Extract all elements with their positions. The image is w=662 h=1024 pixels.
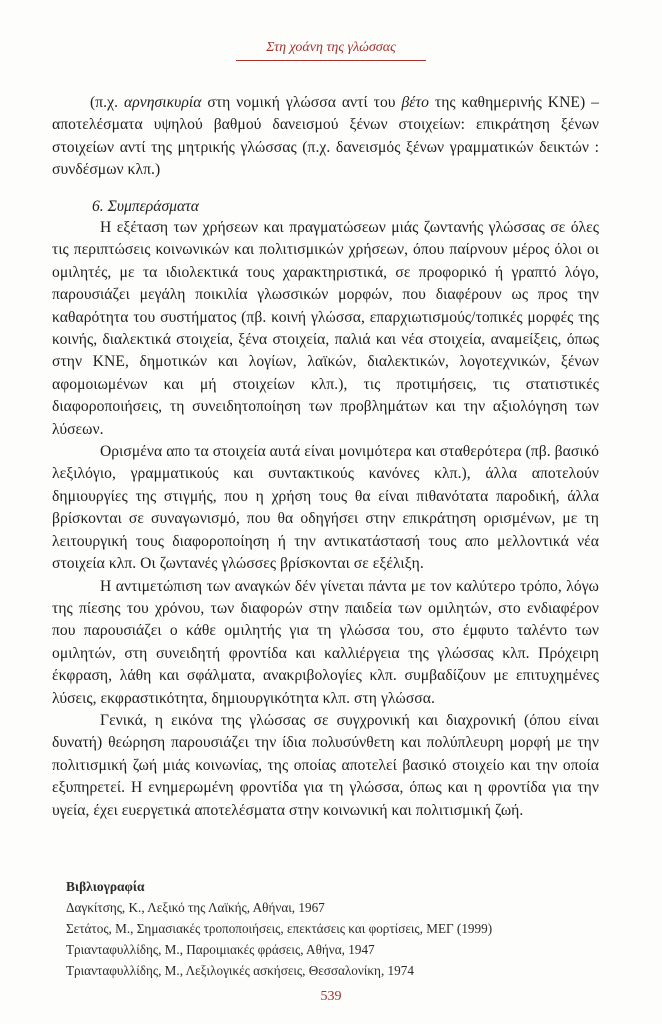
paragraph: Η εξέταση των χρήσεων και πραγματώσεων μιάς ζωντανής γλώσσας σε όλες τις περιπτώσεις κοινωνικών και πολιτισμικών χρήσεων, όπου παίρνουν μέρος όλοι οι ομιλητές, με τα ιδιολεκτικά τους χαρακτηριστικά, σε προφορικό ή γραπτό λόγο, παρουσιάζει μεγάλη ποικιλία γλωσσικών μορφών, που διαφέρουν ως προς την καθαρότητα του συστήματος (πβ. κοινή γλώσσα, επαρχιωτισμούς/τοπικές μορφές της κοινής, διαλεκτικά στοιχεία, ξένα στοιχεία, παλιά και νέα στοιχεία, αναμείξεις, όπως στην ΚΝΕ, δημοτικών και λογίων, λαϊκών, διαλεκτικών, λογοτεχνικών, ξένων αφομοιωμένων και μή στοιχείων κλπ.), τις προτιμήσεις, τις στατιστικές διαφοροποιήσεις, τη συνειδητοποίηση των προβλημάτων και την αξιολόγηση των λύσεων. — [52, 219, 599, 438]
section-heading: 6. Συμπεράσματα — [92, 198, 199, 215]
intro-text — [52, 92, 599, 182]
bibliography-entry: Τριανταφυλλίδης, Μ., Παροιμιακές φράσεις, Αθήνα, 1947 — [66, 942, 375, 957]
intro-paragraph — [52, 92, 599, 182]
paragraph: Η αντιμετώπιση των αναγκών δέν γίνεται πάντα με τον καλύτερο τρόπο, λόγω της πίεσης του χρόνου, των διαφορών στην παιδεία των ομιλητών, στο ενδιαφέρον που παρουσιάζει ο κάθε ομιλητής για τη γλώσσα του, στο έμφυτο ταλέντο των ομιλητών, στη συνειδητή φροντίδα και καλλιέργεια της γλώσσας κλπ. Πρόχειρη έκφραση, λάθη και σφάλματα, ανακριβολογίες κλπ. συμβαδίζουν με επιτυχημένες λύσεις, εκφραστικότητα, δημιουργικότητα κλπ. στη γλώσσα. — [52, 577, 599, 707]
intro-text-part: (π.χ. — [90, 94, 124, 111]
intro-text-rest: – αποτελέσματα υψηλού βαθμού δανεισμού ξένων στοιχείων: επικράτηση ξένων στοιχείων αντί της μητρικής γλώσσας (π.χ. δανεισμός ξένων γραμματικών δεικτών : συνδέσμων κλπ.) — [52, 94, 600, 179]
paragraph: Γενικά, η εικόνα της γλώσσας σε συγχρονική και διαχρονική (όπου είναι δυνατή) θεώρηση παρουσιάζει την ίδια πολυσύνθετη και πολύπλευρη μορφή με την πολιτισμική ζωή μιάς κοινωνίας, της οποίας αποτελεί βασικό στοιχείο και την οποία εξυπηρετεί. Η ενημερωμένη φροντίδα για τη γλώσσα, όπως και η φροντίδα για την υγεία, έχει ευεργετικά αποτελέσματα στην κοινωνική και πολιτισμική ζωή. — [52, 711, 599, 819]
intro-text-part: στη νομική γλώσσα αντί του — [201, 94, 402, 111]
main-text — [52, 217, 599, 822]
bibliography-entry: Σετάτος, Μ., Σημασιακές τροποποιήσεις, επεκτάσεις και φορτίσεις, ΜΕΓ (1999) — [66, 921, 493, 936]
bibliography-title: Βιβλιογραφία — [66, 879, 145, 894]
page-number: 539 — [320, 989, 342, 1004]
bibliography — [66, 876, 626, 981]
intro-italic-term: βέτο — [401, 94, 429, 111]
bibliography-entry: Δαγκίτσης, Κ., Λεξικό της Λαϊκής, Αθήναι, 1967 — [66, 900, 325, 915]
running-head-rule — [236, 60, 426, 61]
running-head-title: Στη χοάνη της γλώσσας — [266, 40, 396, 55]
paragraph: Ορισμένα απο τα στοιχεία αυτά είναι μονιμότερα και σταθερότερα (πβ. βασικό λεξιλόγιο, γραμματικούς και συντακτικούς κανόνες κλπ.), άλλα αποτελούν δημιουργίες της στιγμής, που η χρήση τους θα είναι πιθανότατα παροδική, άλλα βρίσκονται σε συναγωνισμό, που θα οδηγήσει στην επικράτηση ορισμένων, με τη λειτουργική τους διαφοροποίηση ή την αντικατάστασή τους απο μελλοντικά νέα στοιχεία κλπ. Οι ζωντανές γλώσσες βρίσκονται σε εξέλιξη. — [52, 443, 599, 573]
intro-italic-term: αρνησικυρία — [123, 94, 202, 111]
bibliography-entry: Τριανταφυλλίδης, Μ., Λεξιλογικές ασκήσεις, Θεσσαλονίκη, 1974 — [66, 963, 414, 978]
intro-text-part: της καθημερινής ΚΝΕ) — [428, 94, 586, 111]
